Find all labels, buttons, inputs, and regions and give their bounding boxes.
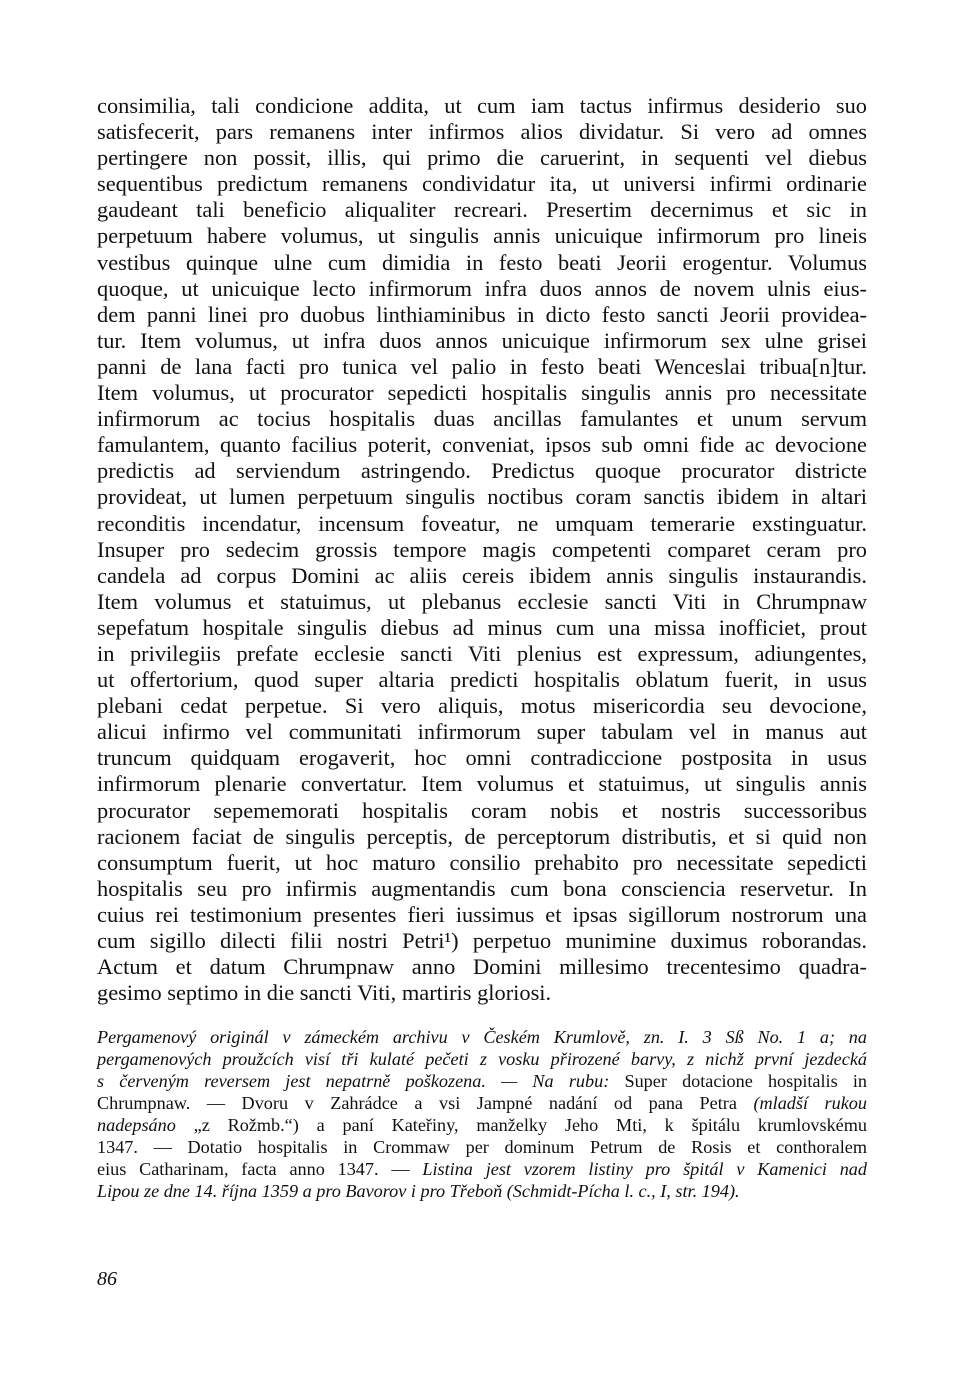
text-line: infirmorum ac tocius hospitalis duas ancillas famulantes et unum servum [97, 406, 867, 432]
note-italic-segment: (mladší rukou [753, 1093, 867, 1114]
note-line [97, 1114, 867, 1136]
main-text-body [97, 93, 867, 1006]
text-line: panni de lana facti pro tunica vel palio in festo beati Wenceslai tribua[n]tur. [97, 353, 867, 379]
text-line: perpetuum habere volumus, ut singulis annis unicuique infirmorum pro lineis [97, 223, 867, 249]
text-line: cum sigillo dilecti filii nostri Petri¹) perpetuo munimine duximus roborandas. [97, 928, 867, 953]
archival-note [97, 1026, 867, 1202]
text-line: dem panni linei pro duobus linthiaminibus in dicto festo sancti Jeorii providea- [97, 301, 867, 327]
text-line: vestibus quinque ulne cum dimidia in festo beati Jeorii erogentur. Volumus [97, 249, 867, 275]
text-line: Actum et datum Chrumpnaw anno Domini millesimo trecentesimo quadra- [97, 954, 867, 980]
note-italic-segment: s červeným reversem jest nepatrně poškozena. — Na rubu: [97, 1071, 610, 1092]
text-line: sepefatum hospitale singulis diebus ad minus cum una missa inofficiet, prout [97, 614, 867, 640]
text-line: infirmorum plenarie convertatur. Item volumus et statuimus, ut singulis annis [97, 771, 867, 797]
document-page [97, 93, 867, 1202]
text-line: truncum quidquam erogaverit, hoc omni contradiccione postposita in usus [97, 745, 867, 771]
text-line: candela ad corpus Domini ac aliis cereis ibidem annis singulis instaurandis. [97, 562, 867, 588]
text-line: procurator sepememorati hospitalis coram nobis et nostris successoribus [97, 797, 867, 823]
note-line [97, 1048, 867, 1070]
note-italic-segment: Pergamenový originál v zámeckém archivu v Českém Krumlově, zn. I. 3 Sß No. 1 a; na [97, 1027, 867, 1048]
text-line: reconditis incendatur, incensum foveatur, ne umquam temerarie exstinguatur. [97, 510, 867, 536]
text-line: satisfecerit, pars remanens inter infirmos alios dividatur. Si vero ad omnes [97, 119, 867, 145]
text-line: plebani cedat perpetue. Si vero aliquis, motus misericordia seu devocione, [97, 693, 867, 719]
text-line: alicui infirmo vel communitati infirmorum super tabulam vel in manus aut [97, 719, 867, 745]
text-line: tur. Item volumus, ut infra duos annos unicuique infirmorum sex ulne grisei [97, 327, 867, 353]
page-number: 86 [97, 1268, 117, 1290]
text-line: hospitalis seu pro infirmis augmentandis cum bona consciencia reservetur. In [97, 875, 867, 901]
text-line: ut offertorium, quod super altaria predicti hospitalis oblatum fuerit, in usus [97, 667, 867, 693]
text-line: cuius rei testimonium presentes fieri iussimus et ipsas sigillorum nostrorum una [97, 901, 867, 927]
text-line: in privilegiis prefate ecclesie sancti Viti plenius est expressum, adiungentes, [97, 640, 867, 666]
note-italic-segment: Listina jest vzorem listiny pro špitál v Kamenici nad [422, 1159, 867, 1180]
text-line: predictis ad serviendum astringendo. Predictus quoque procurator districte [97, 458, 867, 484]
note-italic-segment: nadepsáno [97, 1115, 176, 1136]
text-line: pertingere non possit, illis, qui primo die caruerint, in sequenti vel diebus [97, 145, 867, 171]
note-roman-segment: Super dotacione hospitalis in [609, 1071, 868, 1092]
text-line: gesimo septimo in die sancti Viti, martiris gloriosi. [97, 980, 552, 1006]
text-line: Item volumus, ut procurator sepedicti hospitalis singulis annis pro necessitate [97, 380, 867, 406]
text-line: consimilia, tali condicione addita, ut cum iam tactus infirmus desiderio suo [97, 93, 867, 118]
text-line: gaudeant tali beneficio aliqualiter recreari. Presertim decernimus et sic in [97, 197, 867, 223]
note-line [97, 1070, 867, 1092]
note-line [97, 1026, 867, 1048]
text-line: Item volumus et statuimus, ut plebanus ecclesie sancti Viti in Chrumpnaw [97, 588, 867, 614]
note-italic-segment: Lipou ze dne 14. října 1359 a pro Bavorov i pro Třeboň (Schmidt-Pícha l. c., I, str. 194). [97, 1181, 740, 1202]
note-roman-segment: 1347. — Dotatio hospitalis in Crommaw per dominum Petrum de Rosis et conthoralem [97, 1137, 867, 1158]
text-line: consumptum fuerit, ut hoc maturo consilio prehabito pro necessitate sepedicti [97, 849, 867, 875]
text-line: famulantem, quanto facilius poterit, conveniat, ipsos sub omni fide ac devocione [97, 432, 867, 458]
note-roman-segment: „z Rožmb.“) a paní Kateřiny, manželky Jeho Mti, k špitálu krumlovskému [175, 1115, 867, 1136]
text-line: provideat, ut lumen perpetuum singulis noctibus coram sanctis ibidem in altari [97, 484, 867, 510]
text-line: racionem faciat de singulis perceptis, de perceptorum distributis, et si quid non [97, 823, 867, 849]
note-line [97, 1092, 867, 1114]
text-line: Insuper pro sedecim grossis tempore magis competenti comparet ceram pro [97, 536, 867, 562]
note-roman-segment: Chrumpnaw. — Dvoru v Zahrádce a vsi Jampné nadání od pana Petra [97, 1093, 754, 1114]
note-line [97, 1158, 867, 1180]
text-line: quoque, ut unicuique lecto infirmorum infra duos annos de novem ulnis eius- [97, 275, 867, 301]
note-italic-segment: pergamenových proužcích visí tři kulaté pečeti z vosku přirozené barvy, z nichž první jezdecká [97, 1049, 867, 1070]
note-roman-segment: eius Catharinam, facta anno 1347. — [97, 1159, 423, 1180]
text-line: sequentibus predictum remanens condividatur ita, ut universi infirmi ordinarie [97, 171, 867, 197]
note-line [97, 1136, 867, 1158]
note-line [97, 1180, 867, 1202]
